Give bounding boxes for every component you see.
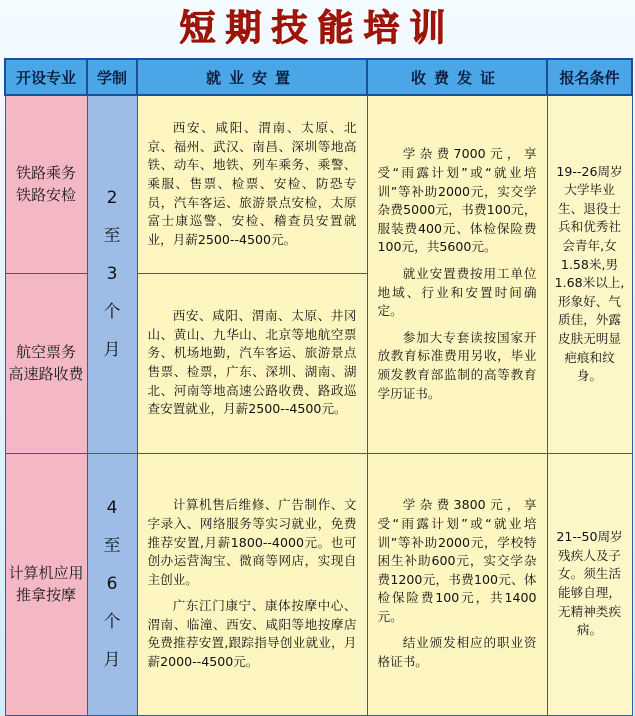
table-row xyxy=(5,95,632,273)
major-line: 铁路乘务 xyxy=(15,164,76,183)
duration-char: 个 xyxy=(103,302,121,323)
table-row xyxy=(5,453,632,715)
requirement-text: 21--50周岁残疾人及子女。须生活能够自理，无精神类疾病。 xyxy=(556,529,623,638)
fee-text: 结业颁发相应的职业资格证书。 xyxy=(377,635,537,670)
employment-text: 计算机售后维修、广告制作、文字录入、网络服务等实习就业，免费推荐安置,月薪1800--4000元。也可创办运营淘宝、微商等网店，实现自主创业。 xyxy=(147,497,357,587)
duration-char: 6 xyxy=(106,574,118,594)
header-row xyxy=(5,59,632,95)
duration-char: 个 xyxy=(103,612,121,632)
header-requirements: 报名条件 xyxy=(547,59,632,95)
employment-text: 西安、咸阳、渭南、太原、井冈山、黄山、九华山、北京等地航空票务、机场地勤，汽车客运、旅游景点售票、检票，广东、深圳、湖南、湖北、河南等地高速公路收费、路政巡查安置就业，月薪2500--4500元。 xyxy=(147,308,357,417)
fee-text: 学杂费3800元，享受“雨露计划”或“就业培训”等补助2000元，学校特困生补助600元，实交学杂费1200元，书费100元、体检保险费100元，共1400元。 xyxy=(377,497,537,624)
duration-char: 月 xyxy=(103,650,121,670)
major-line: 计算机应用 xyxy=(8,564,84,582)
employment-cell xyxy=(137,95,367,273)
major-line: 铁路安检 xyxy=(15,186,76,205)
duration-char: 月 xyxy=(103,340,121,361)
fee-text: 学杂费7000元，享受“雨露计划”或“就业培训”等补助2000元，实交学杂费5000元，书费100元，服装费400元、体检保险费100元，共5600元。 xyxy=(377,146,537,255)
major-cell xyxy=(5,453,87,715)
employment-cell xyxy=(137,453,367,715)
fee-text: 就业安置费按用工单位地域、行业和安置时间确定。 xyxy=(377,265,537,319)
training-table xyxy=(4,58,633,716)
header-major: 开设专业 xyxy=(5,59,87,95)
header-employment: 就业安置 xyxy=(137,59,367,95)
major-cell xyxy=(5,273,87,453)
employment-text: 广东江门康宁、康体按摩中心、渭南、临潼、西安、咸阳等地按摩店免费推荐安置,跟踪指导创业就业，月薪2000--4500元。 xyxy=(147,598,357,670)
page-title: 短期技能培训 xyxy=(179,8,456,49)
fee-cell xyxy=(367,453,547,715)
requirement-text: 19--26周岁大学毕业生、退役士兵和优秀社会青年,女1.58米,男1.68米以上,形象好、气质佳，外露皮肤无明显疤痕和纹身。 xyxy=(554,163,625,384)
duration-char: 4 xyxy=(106,498,118,518)
major-line: 航空票务 xyxy=(15,343,76,361)
duration-char: 至 xyxy=(103,226,121,247)
requirement-cell xyxy=(547,95,632,453)
requirement-cell xyxy=(547,453,632,715)
header-duration: 学制 xyxy=(87,59,137,95)
header-fees: 收费发证 xyxy=(367,59,547,95)
duration-cell xyxy=(87,453,137,715)
fee-cell xyxy=(367,95,547,453)
duration-char: 3 xyxy=(106,264,118,285)
duration-cell xyxy=(87,95,137,453)
fee-text: 参加大专套读按国家开放教育标准费用另收，毕业颁发教育部监制的高等教育学历证书。 xyxy=(377,329,537,401)
duration-char: 至 xyxy=(103,536,121,556)
major-line: 高速路收费 xyxy=(8,365,84,383)
major-cell xyxy=(5,95,87,273)
employment-cell xyxy=(137,273,367,453)
major-line: 推拿按摩 xyxy=(15,586,76,604)
duration-char: 2 xyxy=(106,188,118,209)
employment-text: 西安、咸阳、渭南、太原、北京、福州、武汉、南昌、深圳等地高铁、动车、地铁、列车乘务、乘警、乘服、售票、检票、安检、防恐专员，汽车客运、旅游景点安检，太原富士康巡警、安检、稽查员安置就业，月薪2500--4500元。 xyxy=(147,120,357,247)
